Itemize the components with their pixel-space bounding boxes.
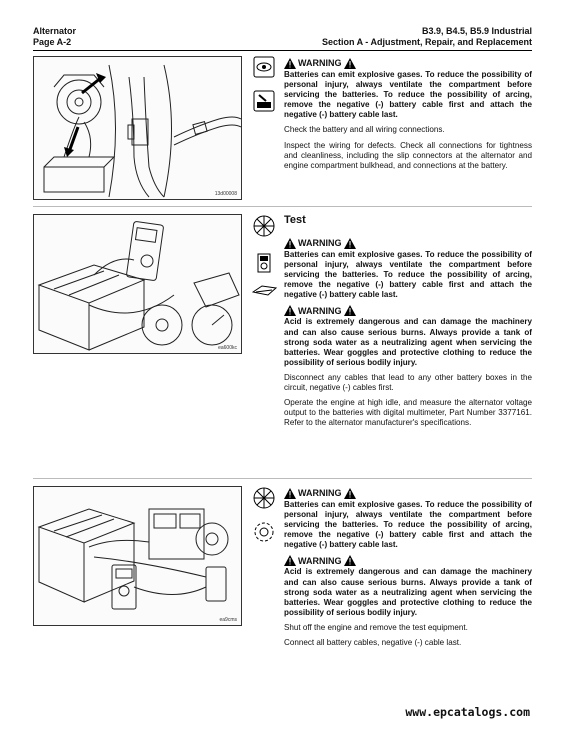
install-gear-icon xyxy=(252,520,276,549)
wiring-illustration xyxy=(34,57,241,199)
header-rule xyxy=(33,50,532,51)
warning-label: WARNING xyxy=(298,305,342,316)
multimeter-test-illustration xyxy=(34,215,241,353)
test-wheel-icon xyxy=(252,486,276,515)
warning-text: Acid is extremely dangerous and can damage the machinery and can also cause serious burns. Always provide a tank of strong soda water as a neutralizing agent when servicing the batteries. Wear goggles and protective clothing to reduce the possibility of serious bodily injury. xyxy=(284,317,532,367)
warning-heading xyxy=(284,305,532,316)
figure-remove-test-equipment xyxy=(33,486,242,626)
warning-triangle-icon xyxy=(344,58,356,69)
warning-triangle-icon xyxy=(284,488,296,499)
ventilate-eye-icon xyxy=(253,56,275,83)
warning-triangle-icon xyxy=(284,238,296,249)
section-test-text xyxy=(284,238,532,433)
section-title: Section A - Adjustment, Repair, and Replacement xyxy=(321,37,532,47)
warning-heading xyxy=(284,58,532,69)
warning-label: WARNING xyxy=(298,58,342,69)
warning-label: WARNING xyxy=(298,555,342,566)
section-name: Alternator xyxy=(33,26,77,36)
warning-label: WARNING xyxy=(298,238,342,249)
warning-triangle-icon xyxy=(284,305,296,316)
section-separator xyxy=(33,478,532,479)
test-section-title: Test xyxy=(284,214,306,226)
battery-cable-icon xyxy=(253,90,275,117)
warning-triangle-icon xyxy=(344,238,356,249)
instruction-paragraph: Inspect the wiring for defects. Check all connections for tightness and cleanliness, including the slip connectors at the alternator and engine compartment bulkhead, and connections at the battery. xyxy=(284,140,532,170)
multimeter-icon xyxy=(252,252,276,279)
warning-triangle-icon xyxy=(344,305,356,316)
warning-heading xyxy=(284,488,532,499)
engine-models: B3.9, B4.5, B5.9 Industrial xyxy=(421,26,532,36)
header-right xyxy=(322,26,532,48)
figure-alternator-test xyxy=(33,214,242,354)
warning-heading xyxy=(284,555,532,566)
figure-wiring-inspection xyxy=(33,56,242,200)
warning-label: WARNING xyxy=(298,488,342,499)
disconnect-cables-icon xyxy=(252,282,278,303)
warning-triangle-icon xyxy=(284,58,296,69)
warning-text: Batteries can emit explosive gases. To reduce the possibility of personal injury, always ventilate the compartment before servicing the batteries. To reduce the possibility of arcing, remove the negative (-) battery cable first and attach the negative (-) battery cable last. xyxy=(284,70,532,120)
instruction-paragraph: Operate the engine at high idle, and measure the alternator voltage output to the batteries with digital multimeter, Part Number 3377161. Refer to the alternator manufacturer's specifications. xyxy=(284,398,532,428)
page-number: Page A-2 xyxy=(33,37,72,47)
footer-url[interactable]: www.epcatalogs.com xyxy=(405,705,530,719)
instruction-paragraph: Disconnect any cables that lead to any other battery boxes in the circuit, negative (-) cables first. xyxy=(284,372,532,393)
instruction-paragraph: Connect all battery cables, negative (-) cable last. xyxy=(284,638,462,648)
instruction-paragraph: Shut off the engine and remove the test equipment. xyxy=(284,622,468,632)
test-wheel-icon xyxy=(252,214,276,243)
warning-text: Acid is extremely dangerous and can damage the machinery and can also cause serious burns. Always provide a tank of strong soda water as a neutralizing agent when servicing the batteries. Wear goggles and protective clothing to reduce the possibility of serious bodily injury. xyxy=(284,567,532,617)
warning-text: Batteries can emit explosive gases. To reduce the possibility of personal injury, always ventilate the compartment before servicing the batteries. To reduce the possibility of arcing, remove the negative (-) battery cable first and attach the negative (-) battery cable last. xyxy=(284,500,532,550)
warning-heading xyxy=(284,238,532,249)
warning-triangle-icon xyxy=(344,488,356,499)
warning-triangle-icon xyxy=(344,555,356,566)
section-inspection-text xyxy=(284,58,532,176)
header-left xyxy=(33,26,76,48)
figure-caption: ea600kc xyxy=(218,345,237,351)
warning-text: Batteries can emit explosive gases. To reduce the possibility of personal injury, always ventilate the compartment before servicing the batteries. To reduce the possibility of arcing, remove the negative (-) battery cable first and attach the negative (-) battery cable last. xyxy=(284,250,532,300)
warning-triangle-icon xyxy=(284,555,296,566)
section-shutoff-text xyxy=(284,488,532,653)
figure-caption: 13d00008 xyxy=(214,191,237,197)
instruction-paragraph: Check the battery and all wiring connections. xyxy=(284,125,445,135)
figure-caption: ea9cms xyxy=(219,617,237,623)
section-separator xyxy=(33,206,532,207)
test-equipment-illustration xyxy=(34,487,241,625)
